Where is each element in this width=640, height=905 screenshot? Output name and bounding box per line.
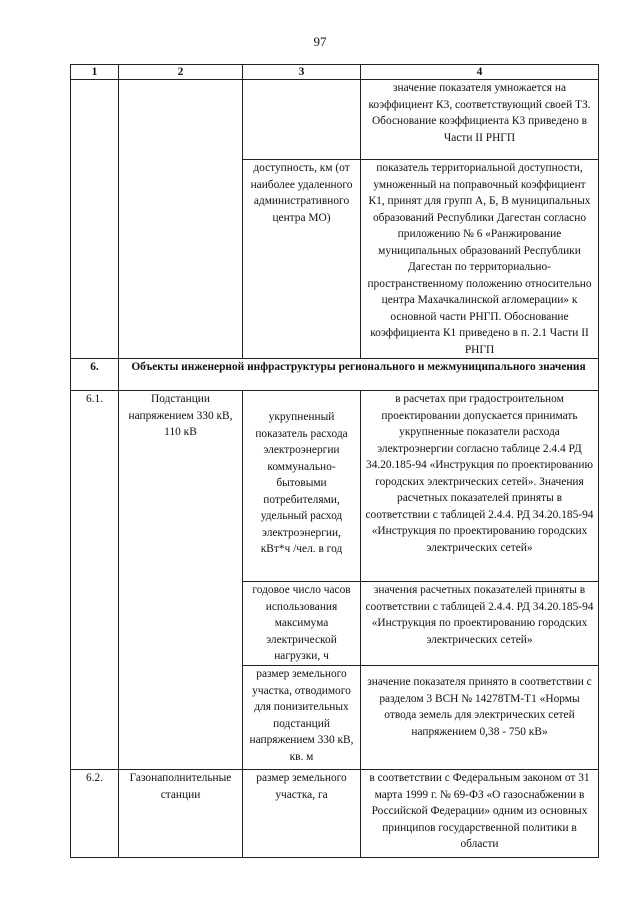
row-number-cell: 6.1.: [71, 391, 119, 770]
object-cell: [119, 80, 243, 359]
table-header-row: [71, 65, 599, 80]
section-row: [71, 359, 599, 391]
indicator-cell: укрупненный показатель расхода электроэнергии коммунально-бытовыми потребителями, удельный расход электроэнергии, кВт*ч /чел. в год: [243, 391, 361, 582]
header-cell: 3: [243, 65, 361, 80]
indicator-cell: [243, 80, 361, 160]
indicator-cell: доступность, км (от наиболее удаленного административного центра МО): [243, 160, 361, 359]
section-title: Объекты инженерной инфраструктуры регионального и межмуниципального значения: [119, 359, 599, 391]
justification-cell: значение показателя принято в соответствии с разделом 3 ВСН № 14278ТМ-Т1 «Нормы отвода земель для электрических сетей напряжением 0,38 - 750 кВ»: [361, 666, 599, 770]
indicator-cell: размер земельного участка, га: [243, 770, 361, 858]
page-number: 97: [313, 34, 327, 49]
object-cell: Подстанции напряжением 330 кВ, 110 кВ: [119, 391, 243, 770]
row-number-cell: [71, 80, 119, 359]
table-row: [71, 770, 599, 858]
table-row: [71, 80, 599, 160]
justification-cell: значения расчетных показателей приняты в соответствии с таблицей 2.4.4. РД 34.20.185-94 «Инструкция по проектированию городских электрических сетей»: [361, 582, 599, 666]
table-row: [71, 391, 599, 582]
header-cell: 4: [361, 65, 599, 80]
header-cell: 1: [71, 65, 119, 80]
indicator-cell: размер земельного участка, отводимого для понизительных подстанций напряжением 330 кВ, кв. м: [243, 666, 361, 770]
justification-cell: значение показателя умножается на коэффициент К3, соответствующий своей ТЗ. Обоснование коэффициента К3 приведено в Части II РНГП: [361, 80, 599, 160]
justification-cell: в соответствии с Федеральным законом от 31 марта 1999 г. № 69-ФЗ «О газоснабжении в Российской Федерации» одним из основных принципов государственной политики в области: [361, 770, 599, 858]
indicator-cell: годовое число часов использования максимума электрической нагрузки, ч: [243, 582, 361, 666]
section-number: 6.: [71, 359, 119, 391]
justification-cell: в расчетах при градостроительном проектировании допускается принимать укрупненные показатели расхода электроэнергии согласно таблице 2.4.4 РД 34.20.185-94 «Инструкция по проектированию городских электрических сетей». Значения расчетных показателей приняты в соответствии с таблицей 2.4.4. РД 34.20.185-94 «Инструкция по проектированию городских электрических сетей»: [361, 391, 599, 582]
norms-table: [70, 64, 599, 858]
header-cell: 2: [119, 65, 243, 80]
object-cell: Газонаполнительные станции: [119, 770, 243, 858]
row-number-cell: 6.2.: [71, 770, 119, 858]
justification-cell: показатель территориальной доступности, умноженный на поправочный коэффициент К1, принят для групп А, Б, В муниципальных образований Республики Дагестан согласно приложению № 6 «Ранжирование муниципальных образований Республики Дагестан по территориально-пространственному положению относительно центра Махачкалинской агломерации» к основной части РНГП. Обоснование коэффициента К1 приведено в п. 2.1 Части II РНГП: [361, 160, 599, 359]
